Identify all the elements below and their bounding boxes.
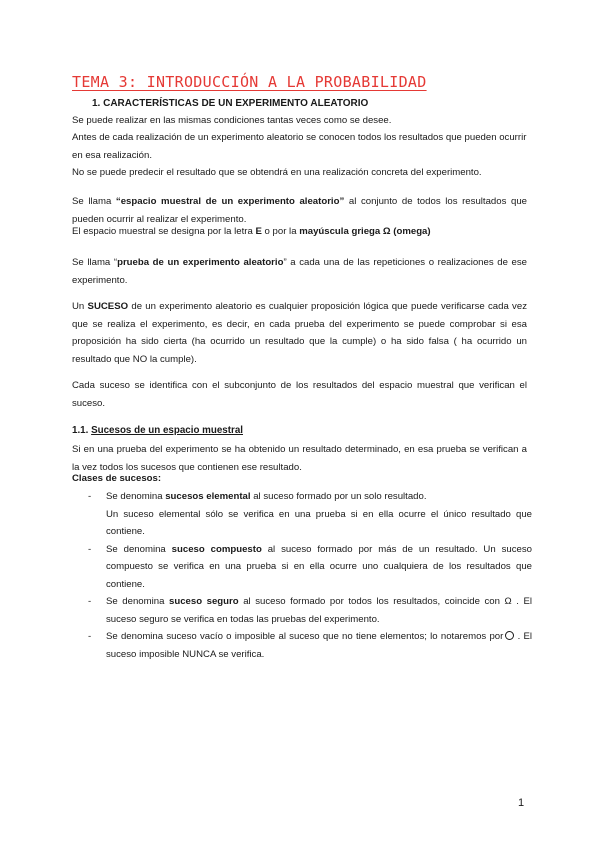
paragraph-1: Se puede realizar en las mismas condiciones tantas veces como se desee. [72, 115, 392, 126]
paragraph-espacio-muestral: Se llama “espacio muestral de un experimento aleatorio” al conjunto de todos los resultados que pueden ocurrir al realizar el experimento. [72, 196, 528, 225]
paragraph-designacion: El espacio muestral se designa por la letra E o por la mayúscula griega Ω (omega) [72, 226, 431, 237]
subsection-heading: 1.1. Sucesos de un espacio muestral [72, 425, 243, 436]
empty-set-icon [505, 631, 514, 640]
paragraph-suceso: Un SUCESO de un experimento aleatorio es cualquier proposición lógica que puede verificarse cada vez que se realiza el experimento, es decir, en cada prueba del experimento se puede comprobar si esa proposición ha sido cierta (ha ocurrido un resultado que la cumple) o ha sido falsa ( ha ocurrido un resultado que NO la cumple). [72, 301, 527, 365]
list-item-seguro: - Se denomina suceso seguro al suceso formado por todos los resultados, coincide con Ω . El suceso seguro se verifica en todas las pruebas del experimento. [88, 596, 533, 625]
paragraph-identifica: Cada suceso se identifica con el subconjunto de los resultados del espacio muestral que verifican el suceso. [72, 380, 527, 409]
list-item-vacio: - Se denomina suceso vacío o imposible al suceso que no tiene elementos; lo notaremos por . El suceso imposible NUNCA se verifica. [88, 631, 532, 660]
paragraph-2: Antes de cada realización de un experimento aleatorio se conocen todos los resultados que pueden ocurrir en esa realización. [72, 132, 527, 161]
section-heading: 1. CARACTERÍSTICAS DE UN EXPERIMENTO ALEATORIO [92, 98, 369, 109]
list-item-elemental: - Se denomina sucesos elemental al suceso formado por un solo resultado. Un suceso elemental sólo se verifica en una prueba si en ella ocurre el único resultado que contiene. [88, 491, 532, 537]
page-number: 1 [518, 797, 525, 809]
clases-label: Clases de sucesos: [72, 473, 162, 484]
paragraph-3: No se puede predecir el resultado que se obtendrá en una realización concreta del experimento. [72, 167, 482, 178]
page-title: TEMA 3: INTRODUCCIÓN A LA PROBABILIDAD [72, 73, 427, 91]
list-item-compuesto: - Se denomina suceso compuesto al suceso formado por más de un resultado. Un suceso compuesto se verifica en una prueba si en ella ocurre uno cualquiera de los resultados que contiene. [88, 543, 532, 590]
clases-list [72, 488, 532, 663]
paragraph-prueba-resultado: Si en una prueba del experimento se ha obtenido un resultado determinado, en esa prueba se verifican a la vez todos los sucesos que contienen ese resultado. [72, 444, 527, 473]
paragraph-prueba: Se llama “prueba de un experimento aleatorio” a cada una de las repeticiones o realizaciones de ese experimento. [72, 257, 527, 286]
